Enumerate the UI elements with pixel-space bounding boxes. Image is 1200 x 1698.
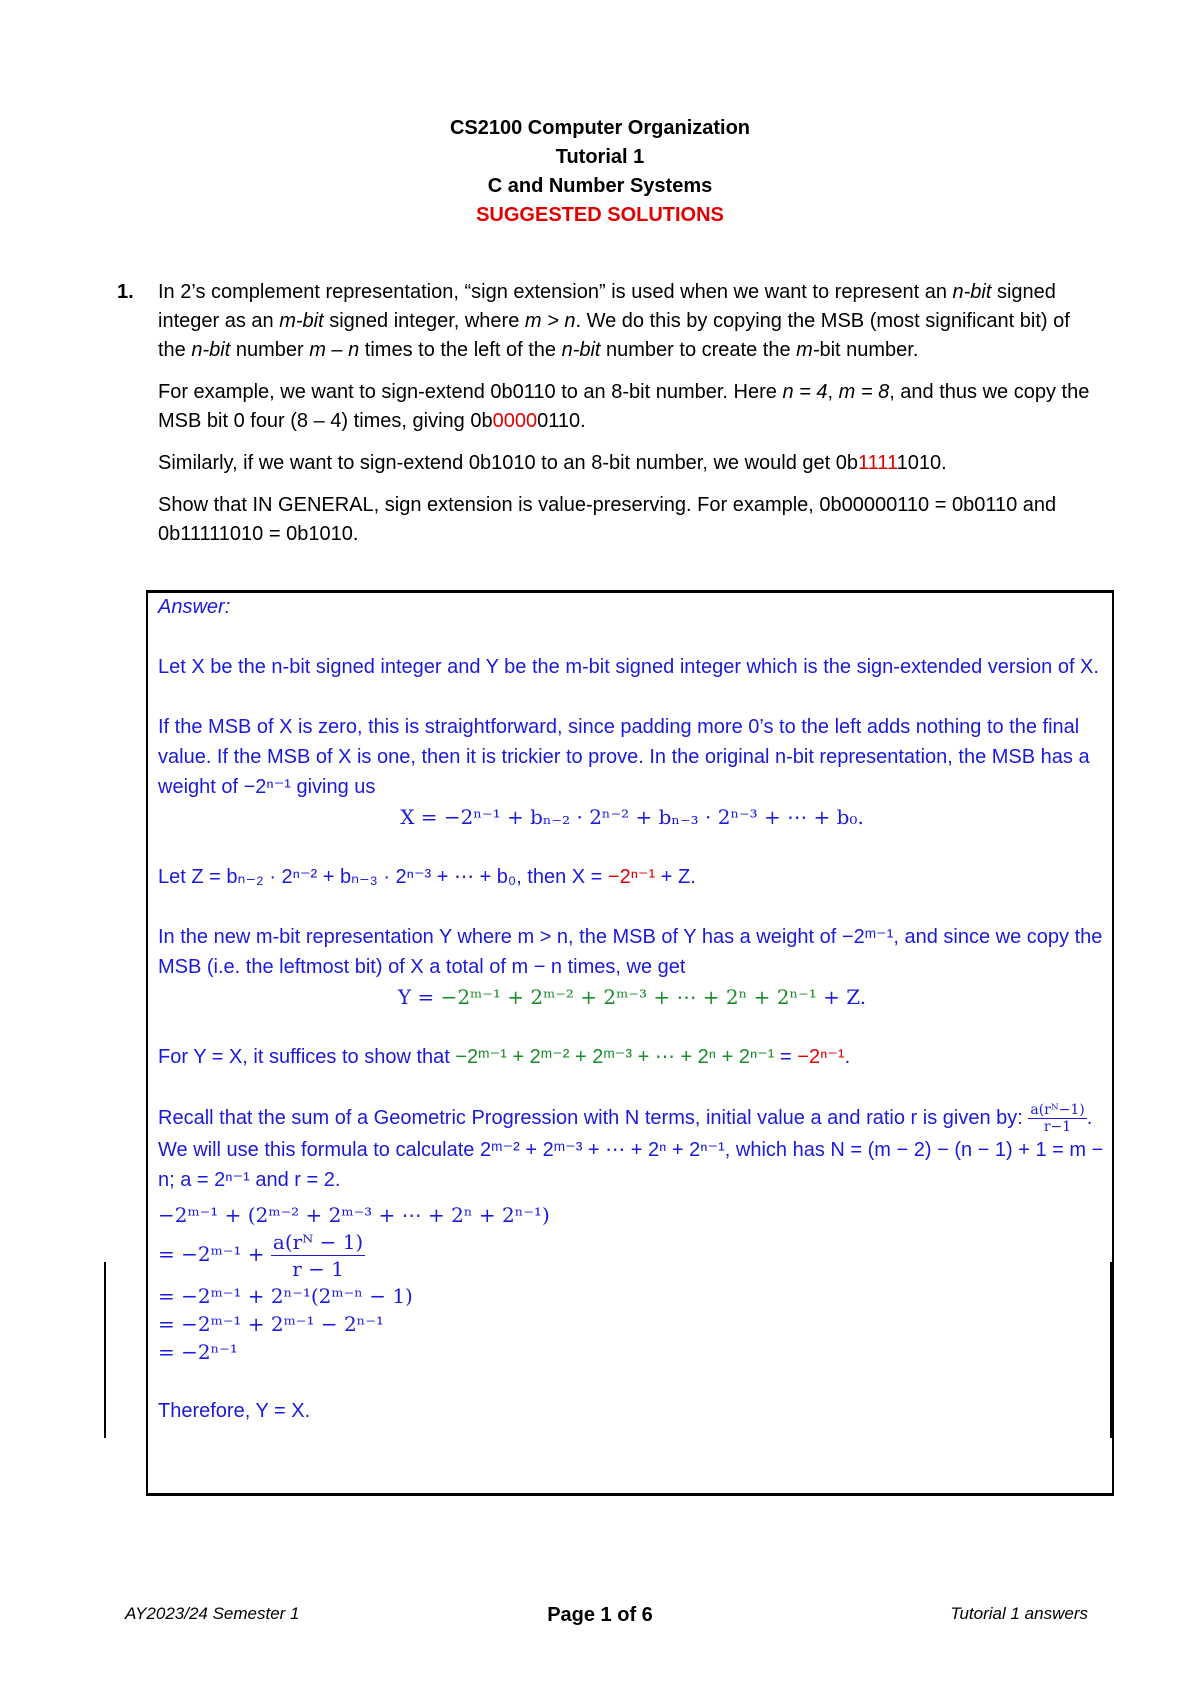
change-bar-left [104,1262,106,1438]
answer-line-1: Let X be the n-bit signed integer and Y be the m-bit signed integer which is the sign-extended version of X. [158,656,1099,678]
question-body [158,278,1098,562]
derivation-fraction: $\frac{\text{a(rᴺ − 1)}}{r - 1}$ [272,1230,364,1281]
course-title: CS2100 Computer Organization [449,117,751,139]
derivation-line-3: = −2ᵐ⁻¹ + 2ⁿ⁻¹(2ᵐ⁻ⁿ − 1) [158,1284,413,1308]
equation-y: Y = −2ᵐ⁻¹ + 2ᵐ⁻² + 2ᵐ⁻³ + ⋯ + 2ⁿ + 2ⁿ⁻¹ + Z. [397,985,867,1009]
answer-line-3: Let Z = bₙ₋₂ · 2ⁿ⁻² + bₙ₋₃ · 2ⁿ⁻³ + ⋯ + b₀, then X = −2ⁿ⁻¹ + Z. [158,866,696,888]
gp-formula: $\frac{\text{a(rᴺ−1)}}{r-1}$ [1030,1102,1085,1135]
topic-title: C and Number Systems [487,175,713,197]
answer-content [158,592,1106,1456]
question-paragraph-3: Similarly, if we want to sign-extend 0b1010 to an 8-bit number, we would get 0b11111010. [158,452,947,474]
change-bar-right [1110,1262,1112,1438]
derivation-line-2: = −2ᵐ⁻¹ + $\frac{\text{a(rᴺ − 1)}}{r - 1}$ [158,1230,364,1281]
footer-semester: AY2023/24 Semester 1 [125,1604,300,1623]
derivation-line-1: −2ᵐ⁻¹ + (2ᵐ⁻² + 2ᵐ⁻³ + ⋯ + 2ⁿ + 2ⁿ⁻¹) [158,1203,550,1227]
question-number: 1. [117,281,134,303]
tutorial-title: Tutorial 1 [555,146,645,168]
answer-heading: Answer: [158,596,231,618]
solutions-label: SUGGESTED SOLUTIONS [476,204,724,226]
derivation-line-5: = −2ⁿ⁻¹ [158,1340,238,1364]
answer-line-5: For Y = X, it suffices to show that −2ᵐ⁻¹ + 2ᵐ⁻² + 2ᵐ⁻³ + ⋯ + 2ⁿ + 2ⁿ⁻¹ = −2ⁿ⁻¹. [158,1046,851,1068]
footer-doc-name: Tutorial 1 answers [950,1604,1088,1623]
title-block [0,114,1200,230]
question-paragraph-1: In 2’s complement representation, “sign extension” is used when we want to represent an n-bit signed integer as an m-bit signed integer, where m > n. We do this by copying the MSB (most significant bit) of the n-bit number m – n times to the left of the n-bit number to create the m-bit number. [158,281,1070,361]
question-paragraph-2: For example, we want to sign-extend 0b0110 to an 8-bit number. Here n = 4, m = 8, and thus we copy the MSB bit 0 four (8 – 4) times, giving 0b00000110. [158,381,1090,432]
answer-line-6: Recall that the sum of a Geometric Progression with N terms, initial value a and ratio r is given by: $\frac{\text{a(rᴺ−1)}}{r-1}$ . We will use this formula to calculate 2ᵐ⁻² + 2ᵐ⁻³ + ⋯ + 2ⁿ + 2ⁿ⁻¹, which has N = (m − 2) − (n − 1) + 1 = m − n; a = 2ⁿ⁻¹ and r = 2. [158,1102,1104,1191]
derivation [158,1201,1106,1366]
page-number: Page 1 of 6 [547,1604,653,1626]
conclusion: Therefore, Y = X. [158,1400,311,1422]
answer-line-2: If the MSB of X is zero, this is straightforward, since padding more 0’s to the left adds nothing to the final value. If the MSB of X is one, then it is trickier to prove. In the original n-bit representation, the MSB has a weight of −2ⁿ⁻¹ giving us [158,716,1090,798]
answer-line-4: In the new m-bit representation Y where m > n, the MSB of Y has a weight of −2ᵐ⁻¹, and since we copy the MSB (i.e. the leftmost bit) of X a total of m − n times, we get [158,926,1103,978]
equation-x: X = −2ⁿ⁻¹ + bₙ₋₂ · 2ⁿ⁻² + bₙ₋₃ · 2ⁿ⁻³ + ⋯ + b₀. [400,805,864,829]
derivation-line-4: = −2ᵐ⁻¹ + 2ᵐ⁻¹ − 2ⁿ⁻¹ [158,1312,384,1336]
question-paragraph-4: Show that IN GENERAL, sign extension is value-preserving. For example, 0b00000110 = 0b0110 and 0b11111010 = 0b1010. [158,494,1057,545]
